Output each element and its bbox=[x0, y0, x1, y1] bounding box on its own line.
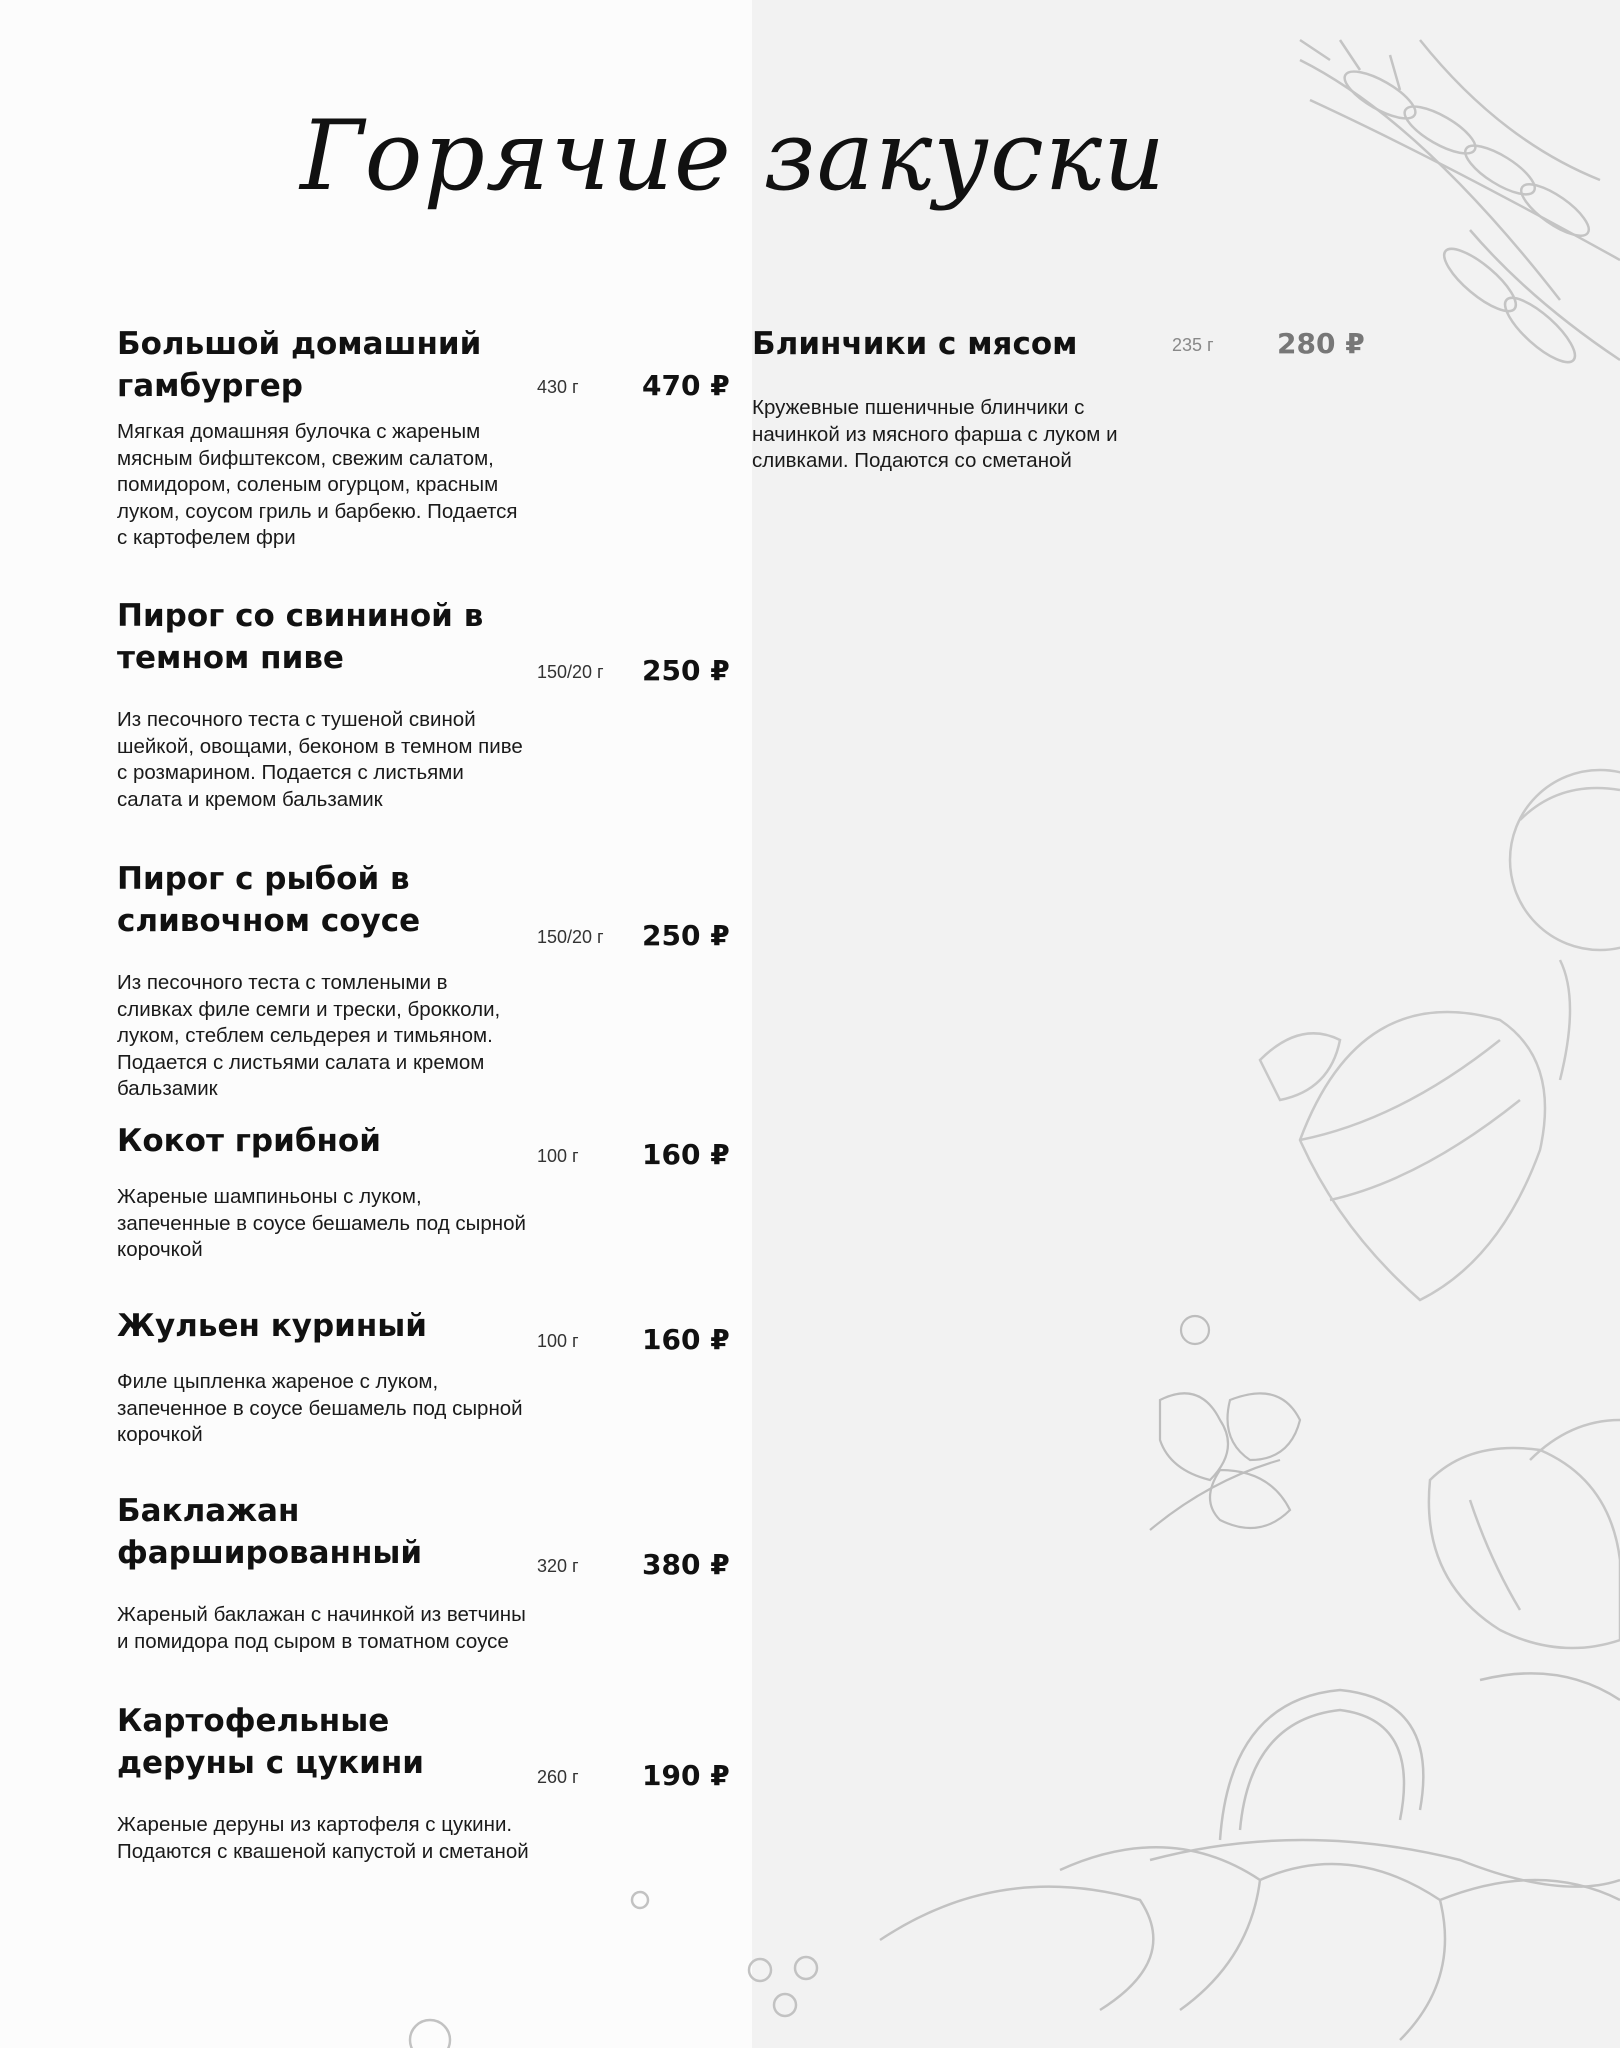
item-weight: 150/20 г bbox=[537, 927, 604, 947]
item-description: Филе цыпленка жареное с луком, запеченное в соусе бешамель под сырной корочкой bbox=[117, 1370, 523, 1446]
item-price: 470 ₽ bbox=[642, 369, 730, 402]
item-weight: 260 г bbox=[537, 1767, 579, 1787]
item-name: Большой домашний гамбургер bbox=[117, 326, 482, 404]
parsley-illustration bbox=[1150, 1316, 1300, 1530]
item-weight: 100 г bbox=[537, 1331, 579, 1351]
item-name: Жульен куриный bbox=[117, 1308, 428, 1344]
item-description: Мягкая домашняя булочка с жареным мясным бифштексом, свежим салатом, помидором, соленым огурцом, красным луком, соусом гриль и барбекю. Подается с картофелем фри bbox=[117, 420, 518, 549]
item-price: 190 ₽ bbox=[642, 1759, 730, 1792]
item-name: Баклажан фаршированный bbox=[117, 1493, 423, 1571]
item-weight: 430 г bbox=[537, 377, 579, 397]
item-weight: 235 г bbox=[1172, 335, 1214, 355]
item-price: 380 ₽ bbox=[642, 1548, 730, 1581]
item-name: Блинчики с мясом bbox=[752, 326, 1078, 362]
item-name: Пирог с рыбой в сливочном соусе bbox=[117, 861, 421, 939]
item-weight: 150/20 г bbox=[537, 662, 604, 682]
item-name: Кокот грибной bbox=[117, 1123, 381, 1159]
mushroom-illustration bbox=[1260, 770, 1620, 1300]
item-price: 250 ₽ bbox=[642, 919, 730, 952]
item-price: 280 ₽ bbox=[1277, 327, 1365, 360]
item-weight: 100 г bbox=[537, 1146, 579, 1166]
item-weight: 320 г bbox=[537, 1556, 579, 1576]
item-description: Кружевные пшеничные блинчики с начинкой из мясного фарша с луком и сливками. Подаются со сметаной bbox=[752, 396, 1118, 472]
page-title: Горячие закуски bbox=[300, 100, 1166, 212]
item-description: Жареные шампиньоны с луком, запеченные в соусе бешамель под сырной корочкой bbox=[117, 1185, 526, 1261]
item-name: Пирог со свининой в темном пиве bbox=[117, 598, 484, 676]
item-price: 250 ₽ bbox=[642, 654, 730, 687]
item-description: Из песочного теста с тушеной свиной шейкой, овощами, беконом в темном пиве с розмарином. Подается с листьями салата и кремом бальзамик bbox=[117, 708, 523, 811]
item-price: 160 ₽ bbox=[642, 1138, 730, 1171]
item-price: 160 ₽ bbox=[642, 1323, 730, 1356]
item-name: Картофельные деруны с цукини bbox=[117, 1703, 424, 1781]
item-description: Из песочного теста с томлеными в сливках филе семги и трески, брокколи, луком, стеблем сельдерея и тимьяном. Подается с листьями салата и кремом бальзамик bbox=[117, 971, 501, 1100]
item-description: Жареные деруны из картофеля с цукини. Подаются с квашеной капустой и сметаной bbox=[117, 1813, 529, 1863]
garlic-illustration bbox=[1429, 1420, 1620, 1648]
item-description: Жареный баклажан с начинкой из ветчины и помидора под сыром в томатном соусе bbox=[117, 1603, 526, 1653]
